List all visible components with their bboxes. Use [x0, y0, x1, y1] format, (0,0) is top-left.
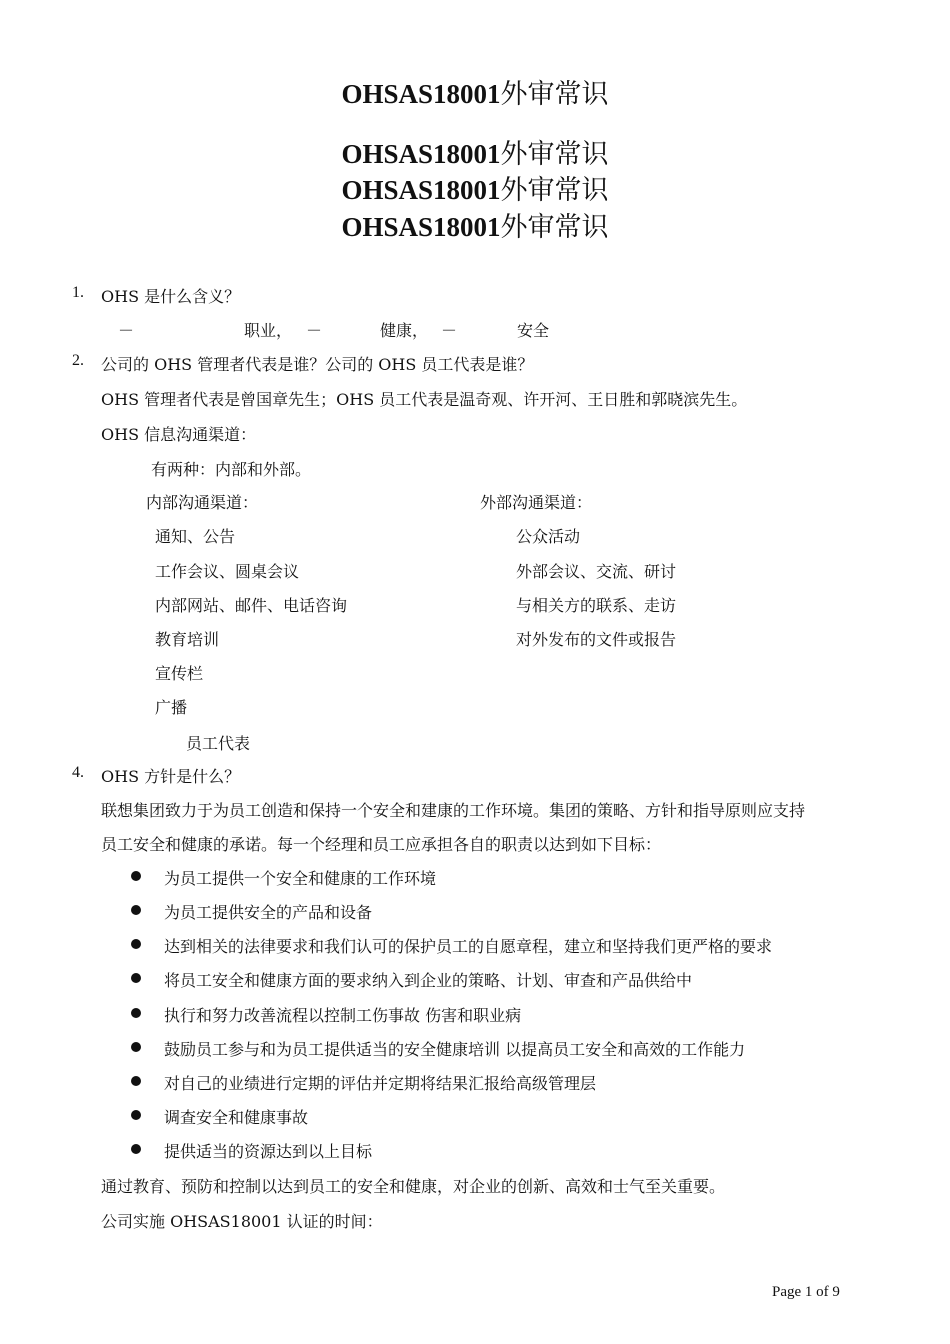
bullet-dot — [131, 871, 141, 881]
internal-channel-item: 宣传栏 — [155, 664, 204, 683]
policy-bullet: 达到相关的法律要求和我们认可的保护员工的自愿章程，建立和坚持我们更严格的要求 — [164, 937, 773, 956]
policy-closing: 通过教育、预防和控制以达到员工的安全和健康，对企业的创新、高效和士气至关重要。 — [101, 1177, 726, 1196]
policy-intro-line-1: 联想集团致力于为员工创造和保持一个安全和建康的工作环境。集团的策略、方针和指导原则应支持 — [101, 801, 806, 820]
q1-word-health: 健康， — [380, 321, 429, 340]
policy-intro-line-2: 员工安全和健康的承诺。每一个经理和员工应承担各自的职责以达到如下目标： — [101, 835, 662, 854]
internal-channel-item: 教育培训 — [155, 630, 220, 649]
bullet-dot — [131, 1008, 141, 1018]
q1-dash-1: － — [118, 321, 135, 340]
internal-channel-item-employee-rep: 员工代表 — [186, 734, 251, 753]
q1-number: 1. — [72, 284, 84, 301]
external-channel-item: 公众活动 — [516, 527, 581, 546]
q2-answer: OHS 管理者代表是曾国章先生；OHS 员工代表是温奇观、许开河、王日胜和郭晓滨先生。 — [101, 390, 748, 409]
policy-bullet: 为员工提供安全的产品和设备 — [164, 903, 373, 922]
document-title-repeat-3: OHSAS18001外审常识 — [341, 212, 609, 243]
bullet-dot — [131, 973, 141, 983]
certification-time: 公司实施 OHSAS18001 认证的时间： — [101, 1212, 383, 1231]
external-channel-item: 对外发布的文件或报告 — [516, 630, 677, 649]
q2-number: 2. — [72, 352, 84, 369]
document-title: OHSAS18001外审常识 — [341, 79, 609, 110]
internal-channels-heading: 内部沟通渠道： — [146, 493, 259, 512]
policy-bullet: 提供适当的资源达到以上目标 — [164, 1142, 373, 1161]
bullet-dot — [131, 1076, 141, 1086]
internal-channel-item: 工作会议、圆桌会议 — [155, 562, 300, 581]
q4-question: OHS 方针是什么？ — [101, 767, 241, 786]
bullet-dot — [131, 905, 141, 915]
bullet-dot — [131, 939, 141, 949]
bullet-dot — [131, 1110, 141, 1120]
bullet-dot — [131, 1042, 141, 1052]
page-number: Page 1 of 9 — [772, 1284, 840, 1300]
internal-channel-item: 广播 — [155, 698, 188, 717]
internal-channel-item: 内部网站、邮件、电话咨询 — [155, 596, 348, 615]
policy-bullet: 执行和努力改善流程以控制工伤事故 伤害和职业病 — [164, 1006, 522, 1025]
channels-two-kinds: 有两种：内部和外部。 — [151, 460, 312, 479]
q1-dash-2: － — [306, 321, 323, 340]
policy-bullet: 为员工提供一个安全和健康的工作环境 — [164, 869, 437, 888]
q1-word-safety: 安全 — [517, 321, 550, 340]
q2-question: 公司的 OHS 管理者代表是谁？公司的 OHS 员工代表是谁？ — [101, 355, 534, 374]
q1-word-occupational: 职业， — [244, 321, 293, 340]
document-title-repeat-1: OHSAS18001外审常识 — [341, 139, 609, 170]
channels-heading: OHS 信息沟通渠道： — [101, 425, 257, 444]
document-title-repeat-2: OHSAS18001外审常识 — [341, 175, 609, 206]
internal-channel-item: 通知、公告 — [155, 527, 236, 546]
policy-bullet: 将员工安全和健康方面的要求纳入到企业的策略、计划、审查和产品供给中 — [164, 971, 693, 990]
q1-dash-3: － — [441, 321, 458, 340]
external-channel-item: 外部会议、交流、研讨 — [516, 562, 677, 581]
q1-question: OHS 是什么含义？ — [101, 287, 241, 306]
policy-bullet: 对自己的业绩进行定期的评估并定期将结果汇报给高级管理层 — [164, 1074, 597, 1093]
external-channel-item: 与相关方的联系、走访 — [516, 596, 677, 615]
policy-bullet: 调查安全和健康事故 — [164, 1108, 309, 1127]
policy-bullet: 鼓励员工参与和为员工提供适当的安全健康培训 以提高员工安全和高效的工作能力 — [164, 1040, 746, 1059]
q4-number: 4. — [72, 764, 84, 781]
bullet-dot — [131, 1144, 141, 1154]
external-channels-heading: 外部沟通渠道： — [480, 493, 593, 512]
